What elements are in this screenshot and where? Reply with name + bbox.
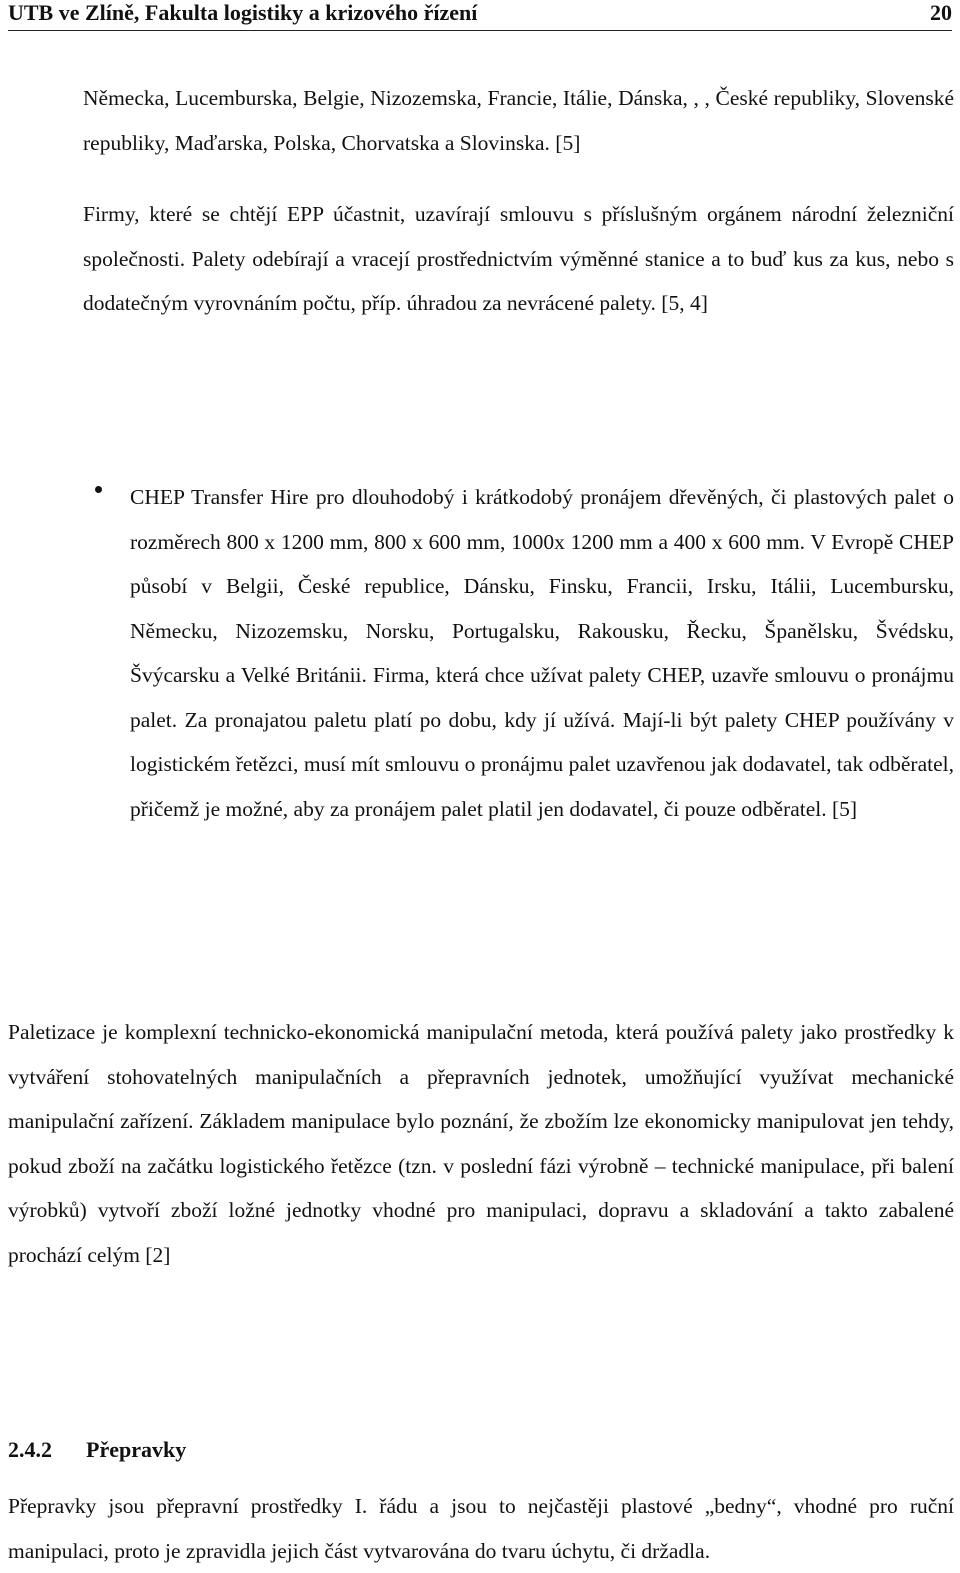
paragraph-prepravky: Přepravky jsou přepravní prostředky I. řádu a jsou to nejčastěji plastové „bedny“, vhodné pro ruční manipulaci, proto je zpravidla jejich část vytvarována do tvaru úchytu, či držadla. [8,1494,954,1563]
paragraph-epp-firms: Firmy, které se chtějí EPP účastnit, uzavírají smlouvu s příslušným orgánem národní železniční společnosti. Palety odebírají a vracejí prostřednictvím výměnné stanice a to buď kus za kus, nebo s dodatečným vyrovnáním počtu, příp. úhradou za nevrácené palety. [5, 4] [83,202,954,315]
bullet-chep-transfer: CHEP Transfer Hire pro dlouhodobý i krátkodobý pronájem dřevěných, či plastových palet o rozměrech 800 x 1200 mm, 800 x 600 mm, 1000x 1200 mm a 400 x 600 mm. V Evropě CHEP působí v Belgii, České republice, Dánsku, Finsku, Francii, Irsku, Itálii, Lucembursku, Německu, Nizozemsku, Norsku, Portugalsku, Rakousku, Řecku, Španělsku, Švédsku, Švýcarsku a Velké Británii. Firma, která chce užívat palety CHEP, uzavře smlouvu o pronájmu palet. Za pronajatou paletu platí po dobu, kdy jí užívá. Mají-li být palety CHEP používány v logistickém řetězci, musí mít smlouvu o pronájmu palet uzavřenou jak dodavatel, tak odběratel, přičemž je možné, aby za pronájem palet platil jen dodavatel, či pouze odběratel. [5] [130,485,954,821]
section-number: 2.4.2 [8,1437,52,1462]
header-title: UTB ve Zlíně, Fakulta logistiky a krizového řízení [8,0,478,25]
page-number: 20 [930,0,952,25]
paragraph-eu-countries: Německa, Lucemburska, Belgie, Nizozemska, Francie, Itálie, Dánska, , , České republiky, Slovenské republiky, Maďarska, Polska, Chorvatska a Slovinska. [5] [83,86,954,155]
paragraph-paletizace: Paletizace je komplexní technicko-ekonomická manipulační metoda, která používá palety jako prostředky k vytváření stohovatelných manipulačních a přepravních jednotek, umožňující využívat mechanické manipulační zařízení. Základem manipulace bylo poznání, že zbožím lze ekonomicky manipulovat jen tehdy, pokud zboží na začátku logistického řetězce (tzn. v poslední fázi výrobně – technické manipulace, při balení výrobků) vytvoří zboží ložné jednotky vhodné pro manipulaci, dopravu a skladování a takto zabalené prochází celým [2] [8,1020,954,1267]
section-title: Přepravky [86,1437,187,1462]
section-heading [8,1430,186,1470]
page-header [8,0,952,31]
bullet-icon [95,486,102,493]
